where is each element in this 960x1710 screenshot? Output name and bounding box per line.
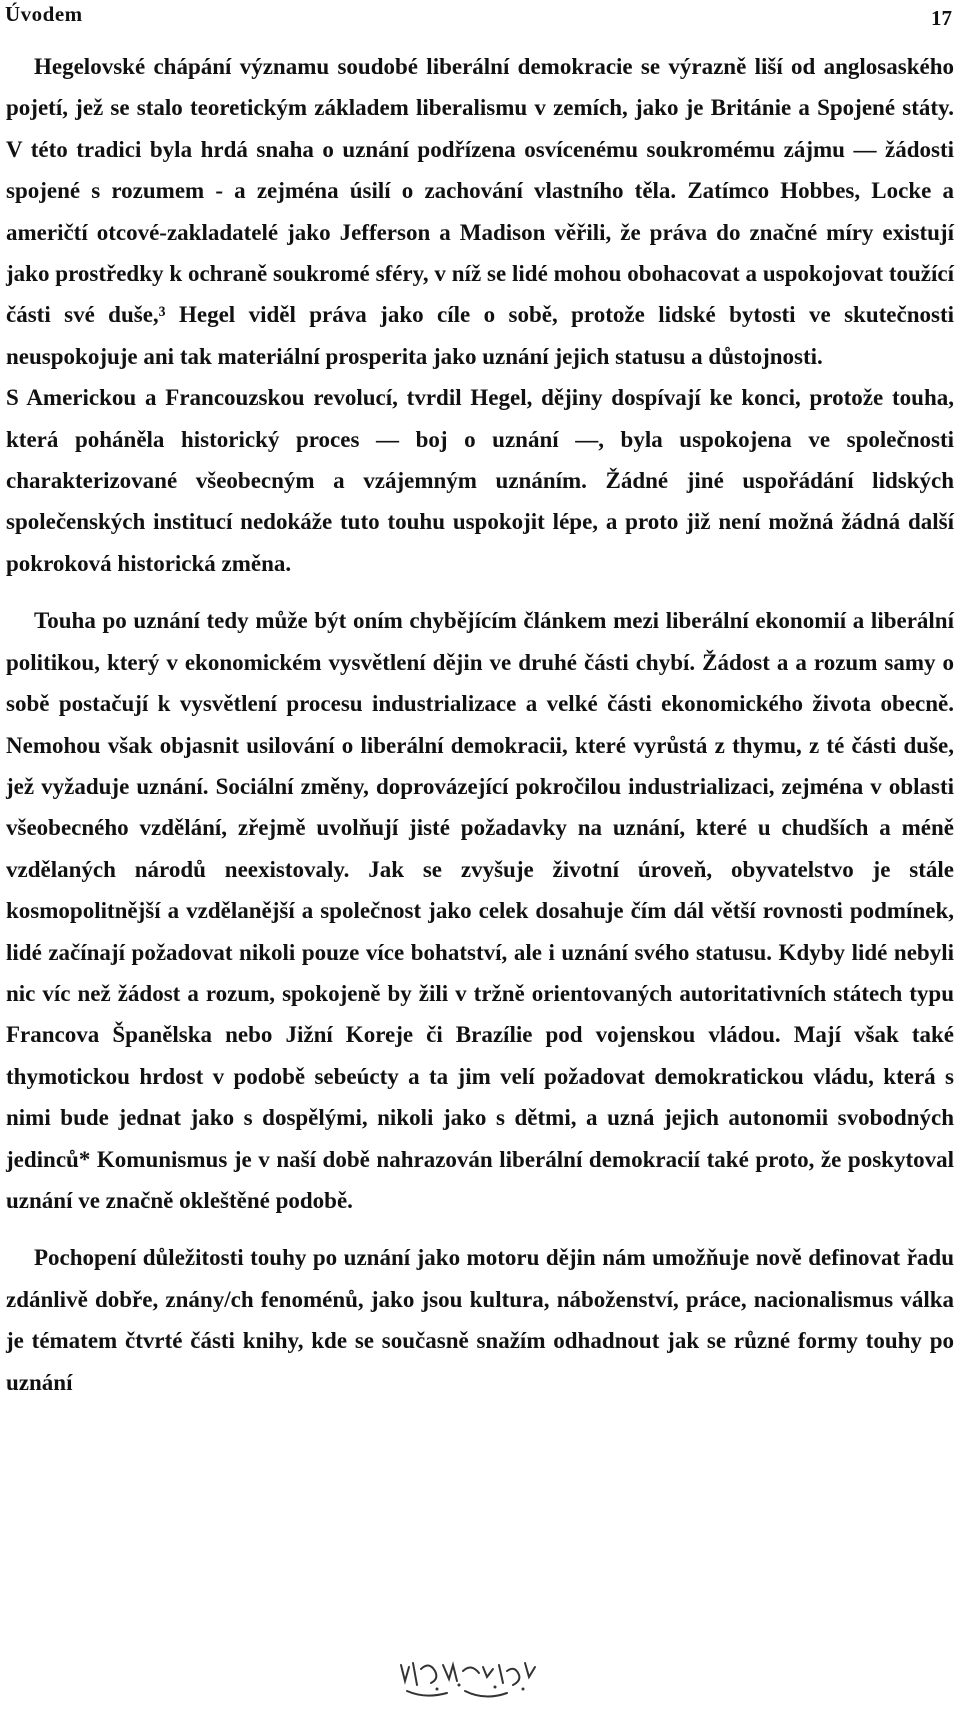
running-head: Úvodem (5, 2, 83, 26)
paragraph-4: Pochopení důležitosti touhy po uznání jako motoru dějin nám umožňuje nově definovat řadu zdánlivě dobře, znány/ch fenoménů, jako jsou kultura, náboženství, práce, nacionalismus válka je tématem čtvrté části knihy, kde se současně snažím odhadnout jak se různé formy touhy po uznání (6, 1245, 954, 1395)
paragraph-3: Touha po uznání tedy může být oním chybějícím článkem mezi liberální ekonomií a liberální politikou, který v ekonomickém vysvětlení dějin ve druhé části chybí. Žádost a a rozum samy o sobě postačují k vysvětlení procesu industrializace a velké části ekonomického života obecně. Nemohou však objasnit usilování o liberální demokracii, které vyrůstá z thymu, z té části duše, jež vyžaduje uznání. Sociální změny, doprovázející pokročilou industrializaci, zejména v oblasti všeobecného vzdělání, zřejmě uvolňují jisté požadavky na uznání, které u chudších a méně vzdělaných národů neexistovaly. Jak se zvyšuje životní úroveň, obyvatelstvo je stále kosmopolitnější a vzdělanější a společnost jako celek dosahuje čím dál větší rovnosti podmínek, lidé začínají požadovat nikoli pouze více bohatství, ale i uznání svého statusu. Kdyby lidé nebyli nic víc než žádost a rozum, spokojeně by žili v tržně orientovaných autoritativních státech typu Francova Španělska nebo Jižní Koreje či Brazílie pod vojenskou vládou. Mají však také thymotickou hrdost v podobě sebeúcty a ta jim velí požadovat demokratickou vládu, která s nimi bude jednat jako s dospělými, nikoli jako s dětmi, a uzná jejich autonomii svobodných jedinců* Komunismus je v naší době nahrazován liberální demokracií také proto, že poskytoval uznání ve značně okleštěné podobě. (6, 608, 954, 1213)
page-number: 17 (931, 6, 952, 30)
paragraph-2: S Americkou a Francouzskou revolucí, tvrdil Hegel, dějiny dospívají ke konci, protože touha, která poháněla historický proces — boj o uznání —, byla uspokojena ve společnosti charakterizované všeobecným a vzájemným uznáním. Žádné jiné uspořádání lidských společenských institucí nedokáže tuto touhu uspokojit lépe, a proto již není možná žádná další pokroková historická změna. (6, 385, 954, 576)
paragraph-1: Hegelovské chápání významu soudobé liberální demokracie se výrazně liší od anglosaského pojetí, jež se stalo teoretickým základem liberalismu v zemích, jako je Británie a Spojené státy. V této tradici byla hrdá snaha o uznání podřízena osvícenému soukromému zájmu — žádosti spojené s rozumem - a zejména úsilí o zachování vlastního těla. Zatímco Hobbes, Locke a američtí otcové-zakladatelé jako Jefferson a Madison věřili, že práva do značné míry existují jako prostředky k ochraně soukromé sféry, v níž se lidé mohou obohacovat a uspokojovat toužící části své duše,³ Hegel viděl práva jako cíle o sobě, protože lidské bytosti ve skutečnosti neuspokojuje ani tak materiální prosperita jako uznání jejich statusu a důstojnosti. (6, 54, 954, 369)
body-text (6, 46, 954, 1403)
scan-ink-smudge-icon (395, 1655, 545, 1703)
